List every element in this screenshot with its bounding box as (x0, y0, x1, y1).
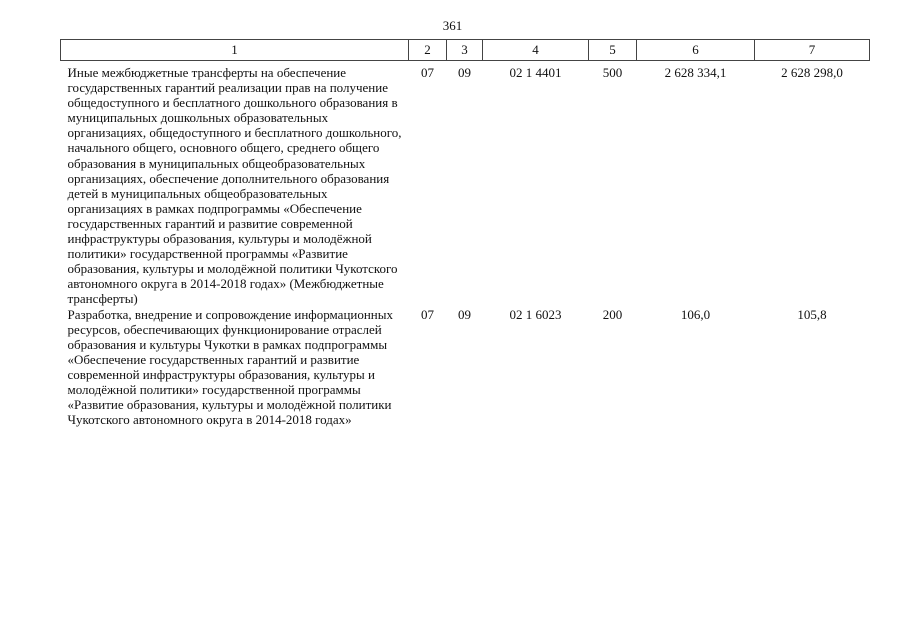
page-number: 361 (442, 18, 463, 33)
row-section: 07 (421, 65, 434, 80)
row-target-article: 02 1 6023 (509, 306, 562, 322)
row-expense-type: 200 (602, 306, 623, 322)
row-target-article: 02 1 4401 (509, 65, 562, 80)
row-section: 07 (421, 306, 434, 322)
row-expense-type: 500 (602, 65, 623, 80)
row-amount-1: 106,0 (680, 306, 711, 322)
row-description: Разработка, внедрение и сопровождение информационных ресурсов, обеспечивающих функционирование отраслей образования и культуры Чукотки в рамках подпрограммы «Обеспечение государственных гарантий и развитие современной инфраструктуры образования, культуры и молодёжной политики» государственной программы «Развитие образования, культуры и молодёжной политики Чукотского автономного округа в 2014-2018 годах» (67, 306, 394, 428)
row-subsection: 09 (458, 65, 471, 80)
column-header: 5 (589, 40, 637, 61)
table-row (61, 61, 870, 307)
column-header: 3 (447, 40, 483, 61)
budget-table (60, 39, 869, 427)
column-header: 1 (61, 40, 409, 61)
column-header: 6 (637, 40, 755, 61)
table-header-row (61, 40, 870, 61)
column-header: 4 (483, 40, 589, 61)
row-subsection: 09 (458, 306, 471, 322)
table-row (61, 307, 870, 428)
row-description: Иные межбюджетные трансферты на обеспечение государственных гарантий реализации прав на получение общедоступного и бесплатного дошкольного образования в муниципальных дошкольных образовательных организациях, общедоступного и бесплатного дошкольного, начального общего, основного общего, среднего общего образования в муниципальных общеобразовательных организациях, обеспечение дополнительного образования детей в муниципальных общеобразовательных организациях в рамках подпрограммы «Обеспечение государственных гарантий и развитие современной инфраструктуры образования, культуры и молодёжной политики» государственной программы «Развитие образования, культуры и молодёжной политики Чукотского автономного округа в 2014-2018 годах» (Межбюджетные трансферты) (67, 65, 402, 307)
row-amount-2: 2 628 298,0 (781, 65, 843, 80)
column-header: 2 (409, 40, 447, 61)
row-amount-2: 105,8 (797, 306, 827, 322)
row-amount-1: 2 628 334,1 (664, 65, 727, 80)
column-header: 7 (755, 40, 870, 61)
